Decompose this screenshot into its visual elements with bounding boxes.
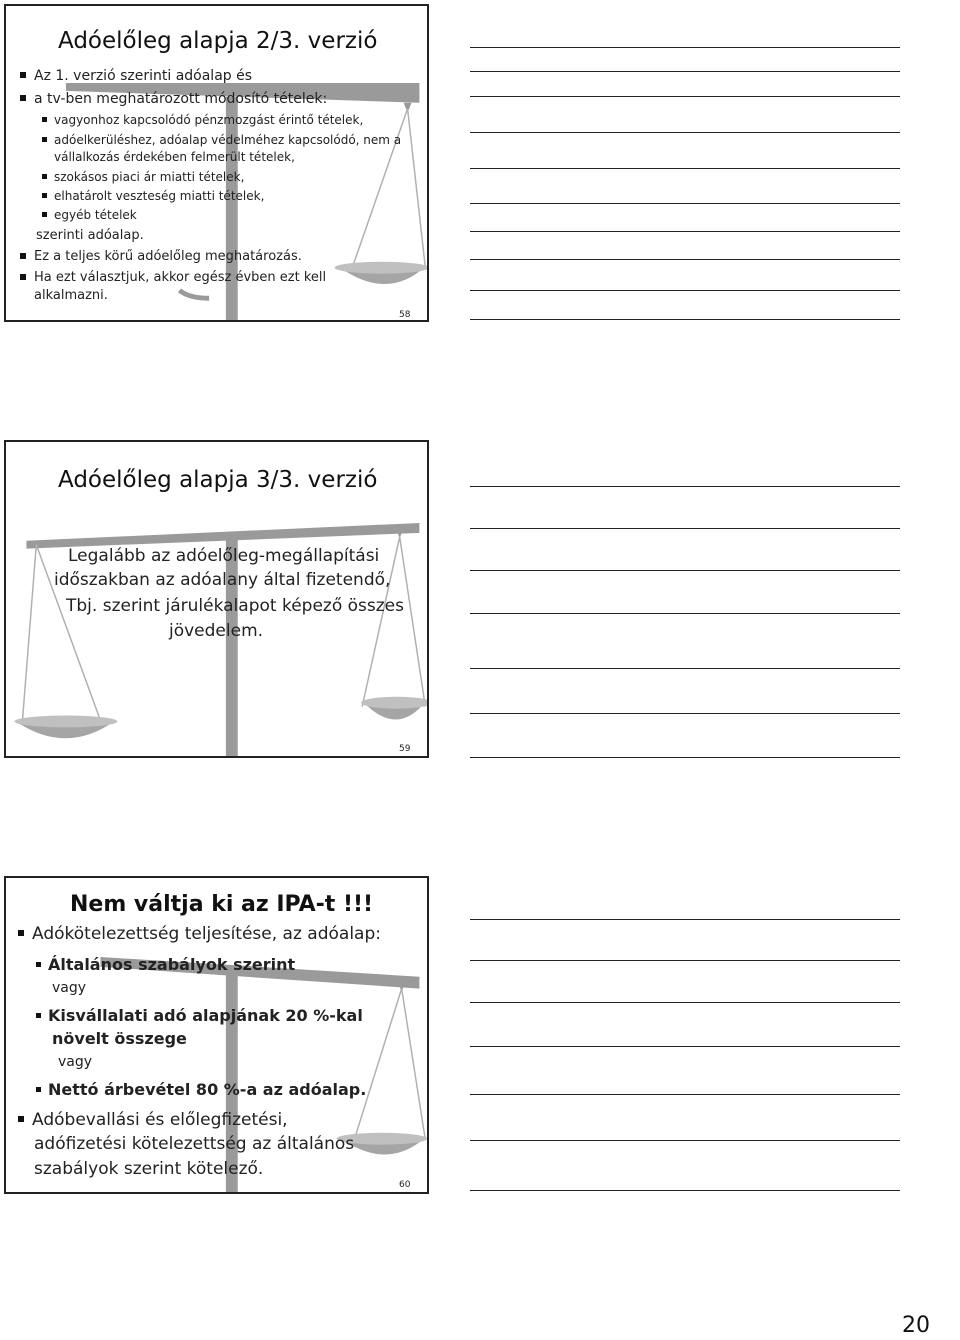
- bullet-icon: [36, 1013, 41, 1018]
- notes-line: [470, 319, 900, 320]
- list-item: Kisvállalati adó alapjának 20 %-kal: [36, 1006, 363, 1025]
- bullet-icon: [20, 253, 26, 259]
- notes-line: [470, 960, 900, 961]
- notes-line: [470, 168, 900, 169]
- slide-title: Nem váltja ki az IPA-t !!!: [70, 892, 374, 917]
- notes-line: [470, 1094, 900, 1095]
- body-line: Legalább az adóelőleg-megállapítási: [68, 546, 380, 566]
- slide-number: 59: [399, 744, 411, 754]
- list-item: vagyonhoz kapcsolódó pénzmozgást érintő tételek,: [42, 113, 363, 127]
- notes-line: [470, 757, 900, 758]
- notes-line: [470, 613, 900, 614]
- page-number: 20: [902, 1313, 930, 1338]
- notes-line: [470, 486, 900, 487]
- notes-line: [470, 668, 900, 669]
- notes-line: [470, 290, 900, 291]
- list-item-continuation: növelt összege: [52, 1029, 187, 1048]
- notes-line: [470, 1046, 900, 1047]
- list-item-continuation: szerinti adóalap.: [36, 228, 144, 243]
- list-item-continuation: adófizetési kötelezettség az általános: [34, 1134, 355, 1154]
- notes-line: [470, 231, 900, 232]
- slide-58: [4, 4, 429, 322]
- notes-line: [470, 528, 900, 529]
- bullet-icon: [42, 137, 47, 142]
- slide-title: Adóelőleg alapja 3/3. verzió: [58, 467, 378, 493]
- notes-line: [470, 96, 900, 97]
- notes-line: [470, 1140, 900, 1141]
- bullet-icon: [42, 117, 47, 122]
- list-item: elhatárolt veszteség miatti tételek,: [42, 189, 264, 203]
- list-item: adóelkerüléshez, adóalap védelméhez kapcsolódó, nem a: [42, 133, 401, 147]
- slide-number: 60: [399, 1180, 411, 1190]
- list-item-continuation: vállalkozás érdekében felmerült tételek,: [54, 150, 295, 164]
- list-item: Adóbevallási és előlegfizetési,: [18, 1110, 288, 1130]
- slide-number: 58: [399, 310, 411, 320]
- body-line: időszakban az adóalany által fizetendő,: [54, 570, 391, 590]
- bullet-icon: [18, 1116, 24, 1122]
- list-item: a tv-ben meghatározott módosító tételek:: [20, 91, 327, 107]
- notes-line: [470, 71, 900, 72]
- slide-60: [4, 876, 429, 1194]
- list-item-continuation: alkalmazni.: [34, 288, 108, 303]
- bullet-icon: [36, 1087, 41, 1092]
- bullet-icon: [36, 962, 41, 967]
- list-item: szokásos piaci ár miatti tételek,: [42, 170, 244, 184]
- notes-line: [470, 203, 900, 204]
- bullet-icon: [42, 212, 47, 217]
- list-item: Ha ezt választjuk, akkor egész évben ezt kell: [20, 270, 326, 285]
- notes-line: [470, 570, 900, 571]
- bullet-icon: [42, 174, 47, 179]
- body-line: Tbj. szerint járulékalapot képező összes: [66, 596, 404, 616]
- slide-title: Adóelőleg alapja 2/3. verzió: [58, 28, 378, 54]
- list-item-continuation: szabályok szerint kötelező.: [34, 1159, 264, 1179]
- bullet-icon: [20, 72, 26, 78]
- list-item: Nettó árbevétel 80 %-a az adóalap.: [36, 1080, 366, 1099]
- bullet-icon: [20, 95, 26, 101]
- notes-line: [470, 1190, 900, 1191]
- bullet-icon: [42, 193, 47, 198]
- list-item: Adókötelezettség teljesítése, az adóalap:: [18, 924, 381, 944]
- notes-line: [470, 919, 900, 920]
- connector-text: vagy: [58, 1054, 93, 1070]
- list-item: egyéb tételek: [42, 208, 137, 222]
- list-item: Általános szabályok szerint: [36, 955, 295, 974]
- connector-text: vagy: [52, 980, 87, 996]
- bullet-icon: [18, 930, 24, 936]
- notes-line: [470, 132, 900, 133]
- slide-59: [4, 440, 429, 758]
- body-line: jövedelem.: [169, 621, 264, 641]
- notes-line: [470, 713, 900, 714]
- notes-line: [470, 47, 900, 48]
- notes-line: [470, 259, 900, 260]
- notes-line: [470, 1002, 900, 1003]
- list-item: Ez a teljes körű adóelőleg meghatározás.: [20, 249, 302, 264]
- list-item: Az 1. verzió szerinti adóalap és: [20, 68, 252, 84]
- bullet-icon: [20, 274, 26, 280]
